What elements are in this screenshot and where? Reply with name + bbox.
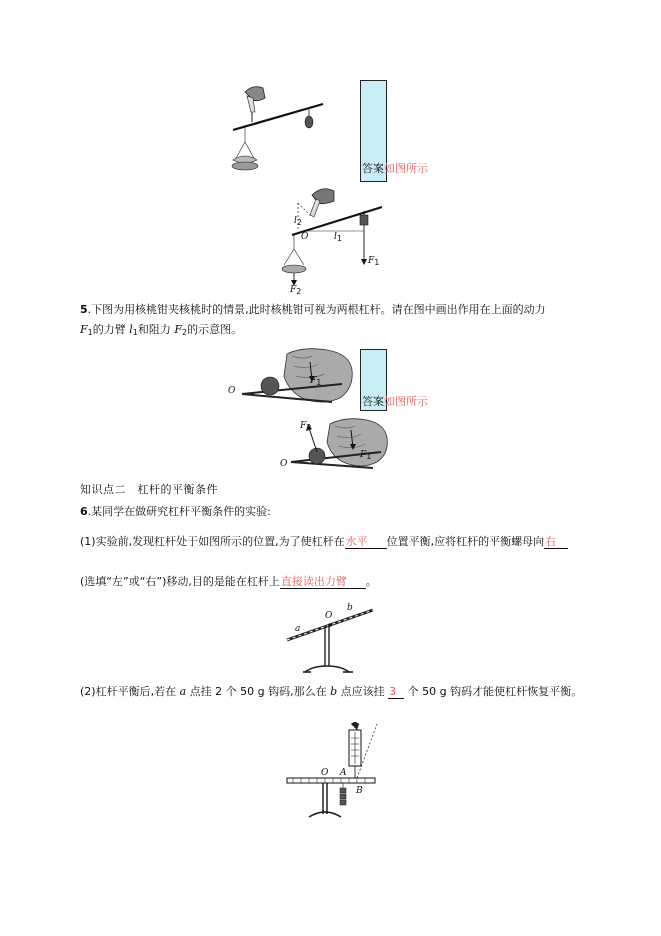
q6-blank-2: 右 bbox=[544, 535, 568, 549]
fig3-label-a: a bbox=[295, 624, 301, 634]
answer-text-q4: 如图所示 bbox=[384, 162, 428, 175]
fig2-F1-sub: 1 bbox=[316, 378, 322, 387]
q6-part2 bbox=[80, 684, 582, 700]
q5-l1: l bbox=[129, 323, 133, 336]
answer-label-text: 答案 bbox=[362, 162, 384, 175]
q5-F1: F bbox=[80, 323, 88, 336]
q6-intro bbox=[80, 504, 271, 520]
fig1b-label-l2 bbox=[294, 216, 302, 227]
fig2-F1-letter: F bbox=[310, 376, 317, 386]
q5-mid: 的力臂 bbox=[92, 323, 130, 336]
figure-nutcracker bbox=[232, 346, 357, 408]
fig1b-label-F2 bbox=[290, 285, 301, 296]
fig3-label-O: O bbox=[325, 611, 333, 621]
q6-p1-b: 位置平衡,应将杠杆的平衡螺母向 bbox=[386, 535, 545, 548]
fig3-label-b: b bbox=[347, 603, 353, 613]
fig2b-label-F2 bbox=[300, 421, 311, 432]
q6-part1-line1 bbox=[80, 534, 568, 550]
q5-line1 bbox=[80, 302, 546, 318]
figure-lever-answer bbox=[272, 183, 392, 293]
fig4-label-A: A bbox=[340, 768, 347, 778]
fig1b-F2-letter: F bbox=[290, 285, 297, 295]
q6-intro-text: .某同学在做研究杠杆平衡条件的实验: bbox=[87, 505, 271, 518]
q6-number: 6 bbox=[80, 505, 88, 518]
q6-p1-c: (选填“左”或“右”)移动,目的是能在杠杆上 bbox=[80, 575, 280, 588]
fig2-label-F1 bbox=[310, 376, 321, 387]
fig1b-F1-sub: 1 bbox=[374, 258, 380, 267]
fig4-label-O: O bbox=[321, 768, 329, 778]
q5-F1-sub: 1 bbox=[87, 328, 93, 337]
q5-l1-sub: 1 bbox=[132, 328, 138, 337]
q5-F2: F bbox=[174, 323, 182, 336]
figure-lever-hand-weight bbox=[225, 82, 335, 177]
q5-F2-sub: 2 bbox=[182, 328, 188, 337]
fig1b-l2-sub: 2 bbox=[296, 218, 302, 227]
fig2b-F1-letter: F bbox=[360, 450, 367, 460]
q6-p2-c: 点应该挂 bbox=[337, 685, 389, 698]
q6-p2-d: 个 50 g 钩码才能使杠杆恢复平衡。 bbox=[404, 685, 583, 698]
q5-line2 bbox=[80, 322, 242, 341]
fig1b-label-l1 bbox=[334, 232, 342, 243]
q6-p1-d: 。 bbox=[365, 575, 377, 588]
q6-p2-a: (2)杠杆平衡后,若在 bbox=[80, 685, 180, 698]
fig1b-l2-letter: l bbox=[294, 216, 297, 226]
q6-p2-b-var: b bbox=[330, 685, 338, 698]
answer-label-q4 bbox=[362, 162, 428, 176]
q5-line1-text: .下图为用核桃钳夹核桃时的情景,此时核桃钳可视为两根杠杆。请在图中画出作用在上面的动力 bbox=[87, 303, 546, 316]
fig1b-l1-letter: l bbox=[334, 232, 337, 242]
q6-p2-b: 点挂 2 个 50 g 钩码,那么在 bbox=[186, 685, 331, 698]
fig4-label-B: B bbox=[356, 786, 363, 796]
section-title: 知识点二 杠杆的平衡条件 bbox=[80, 483, 218, 496]
fig2b-F1-sub: 1 bbox=[366, 452, 372, 461]
fig1b-F2-sub: 2 bbox=[296, 287, 302, 296]
answer-label-text-2: 答案 bbox=[362, 395, 384, 408]
fig2b-F2-letter: F bbox=[300, 421, 307, 431]
q6-p1-a: (1)实验前,发现杠杆处于如图所示的位置,为了使杠杆在 bbox=[80, 535, 345, 548]
fig1b-l1-sub: 1 bbox=[336, 234, 342, 243]
answer-label-q5 bbox=[362, 395, 428, 409]
answer-text-q5: 如图所示 bbox=[384, 395, 428, 408]
fig2b-F2-sub: 2 bbox=[306, 423, 312, 432]
q6-part1-line2 bbox=[80, 574, 377, 590]
q6-blank-1: 水平 bbox=[345, 535, 387, 549]
fig2b-label-O: O bbox=[280, 459, 288, 469]
q6-p2-a-var: a bbox=[179, 685, 187, 698]
q5-end: 的示意图。 bbox=[187, 323, 243, 336]
q6-blank-4: 3 bbox=[388, 685, 404, 699]
fig1b-label-O: O bbox=[301, 232, 309, 242]
fig2b-label-F1 bbox=[360, 450, 371, 461]
figure-lever-spring-scale bbox=[285, 720, 380, 820]
fig1b-F1-letter: F bbox=[368, 256, 375, 266]
q5-mid2: 和阻力 bbox=[137, 323, 175, 336]
fig2-label-O: O bbox=[228, 386, 236, 396]
q5-number: 5 bbox=[80, 303, 88, 316]
q6-blank-3: 直接读出力臂 bbox=[280, 575, 366, 589]
fig1b-label-F1 bbox=[368, 256, 379, 267]
